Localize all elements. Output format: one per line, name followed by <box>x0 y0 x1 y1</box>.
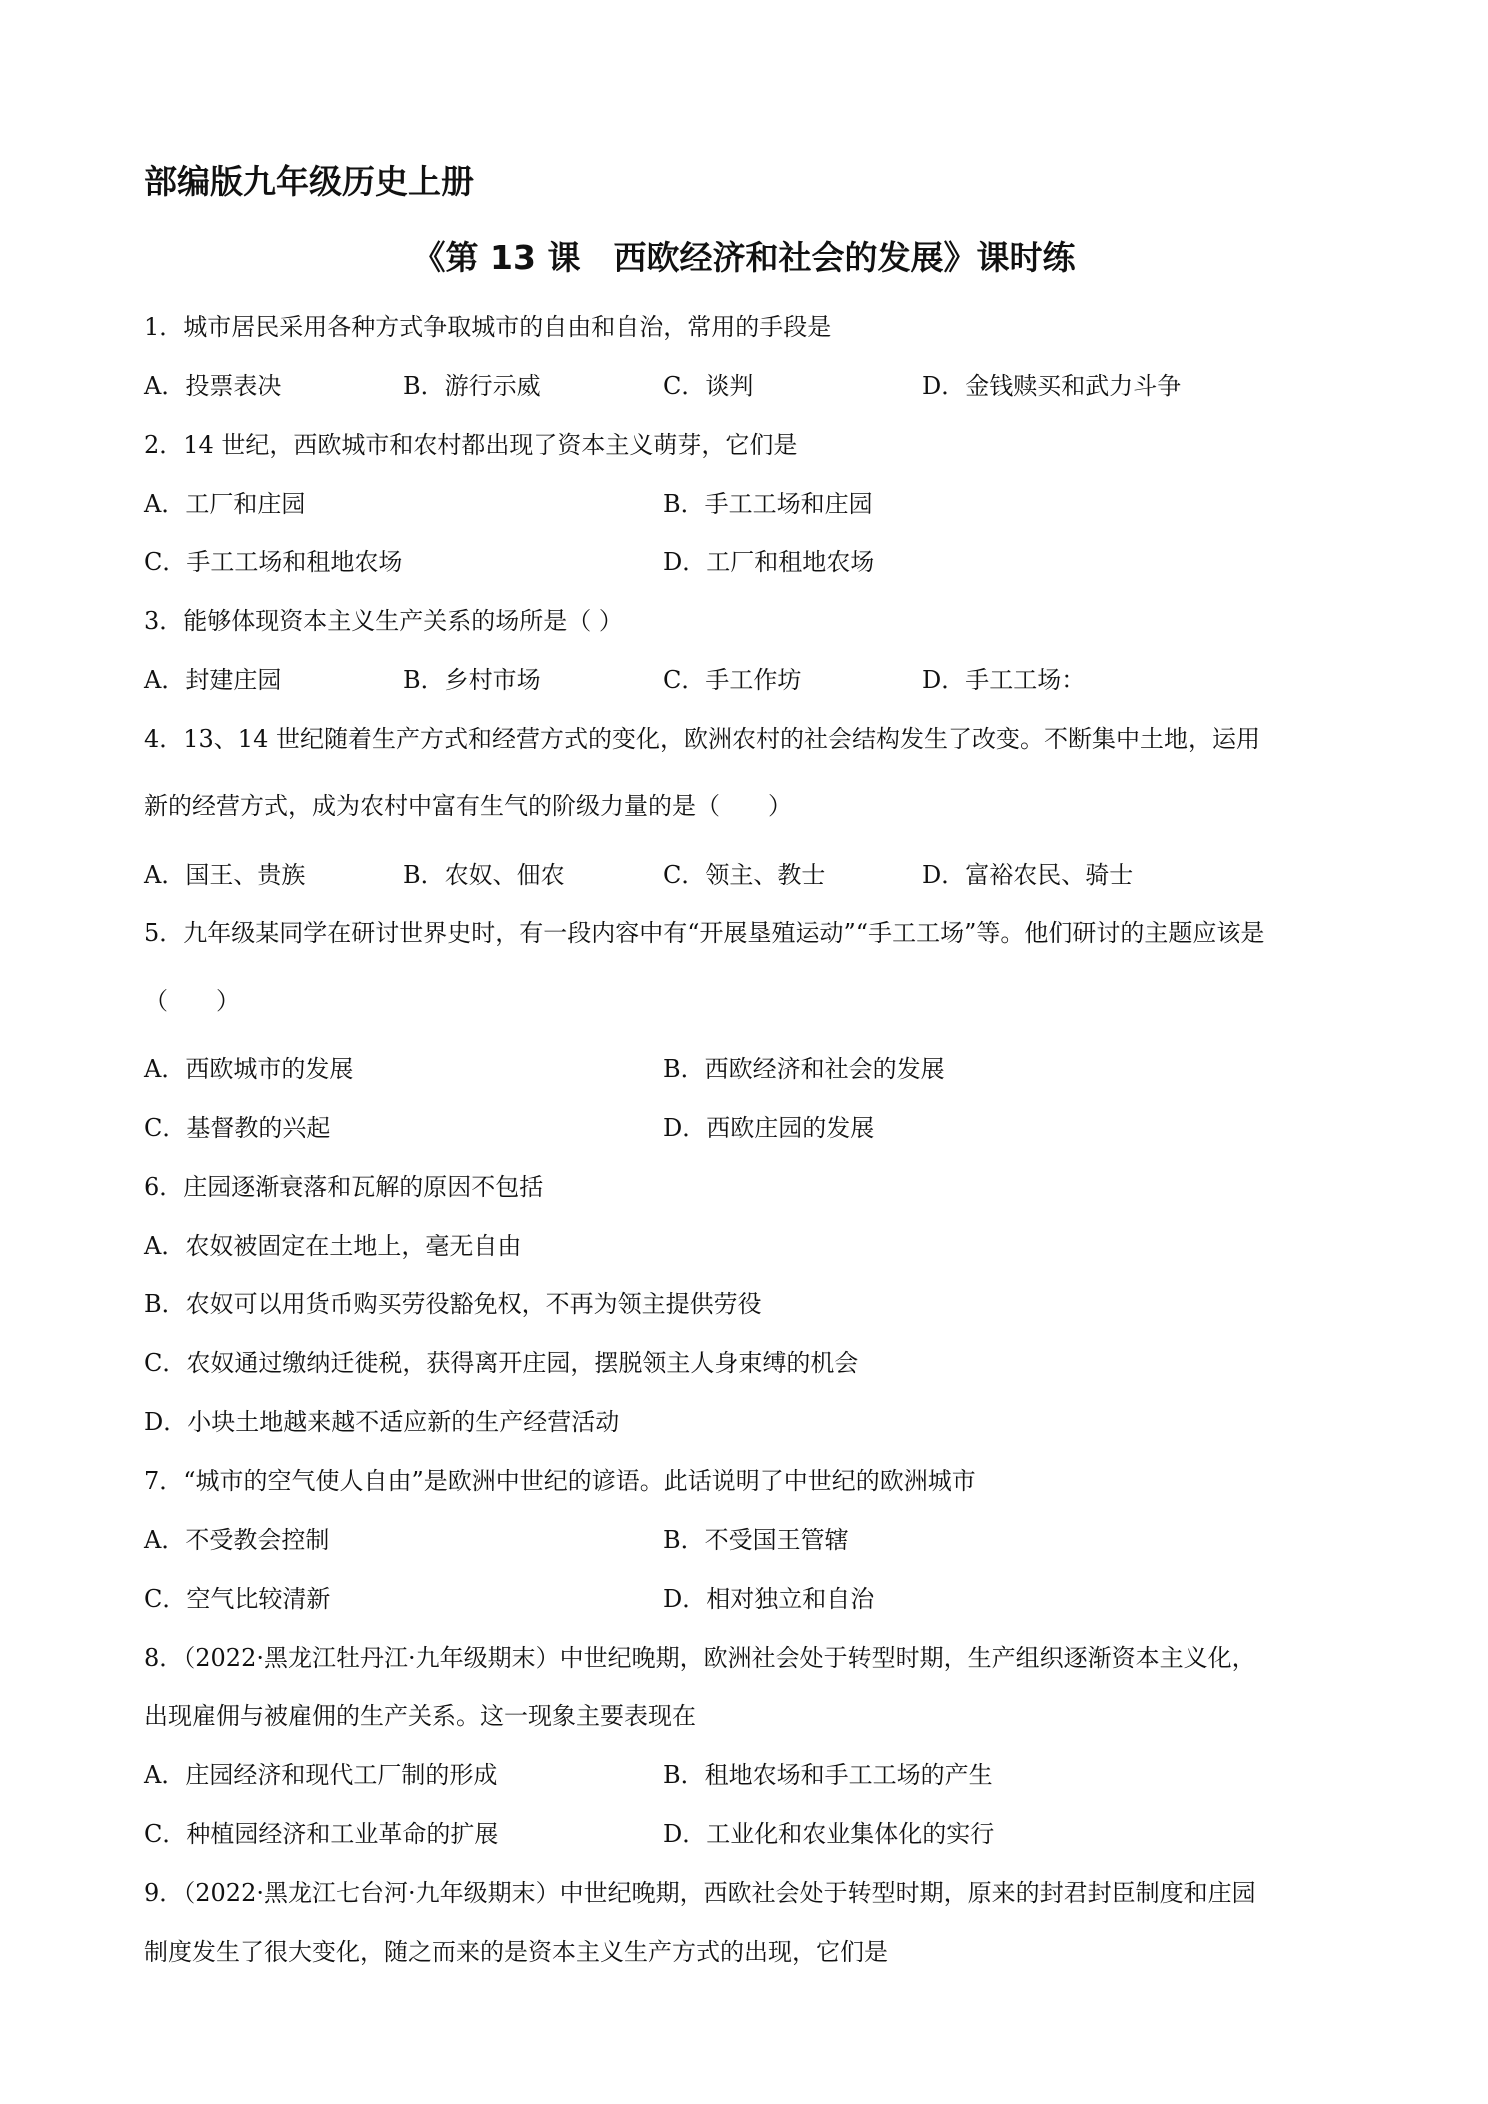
option-a: A．不受教会控制 <box>144 1526 330 1554</box>
doc-title: 《第 13 课 西欧经济和社会的发展》课时练 <box>412 238 1076 277</box>
option-b: B．农奴、佃农 <box>403 861 565 889</box>
question-stem-continued: 新的经营方式，成为农村中富有生气的阶级力量的是（ ） <box>144 792 792 820</box>
question-stem-continued: 出现雇佣与被雇佣的生产关系。这一现象主要表现在 <box>144 1702 696 1730</box>
option-a: A．庄园经济和现代工厂制的形成 <box>144 1761 498 1789</box>
question-stem: 6．庄园逐渐衰落和瓦解的原因不包括 <box>144 1173 544 1201</box>
option-b: B．租地农场和手工工场的产生 <box>663 1761 993 1789</box>
option-d: D．手工工场： <box>922 666 1086 694</box>
option-d: D．西欧庄园的发展 <box>663 1114 875 1142</box>
option-a: A．国王、贵族 <box>144 861 306 889</box>
question-stem: 5．九年级某同学在研讨世界史时，有一段内容中有“开展垦殖运动”“手工工场”等。他们研讨的主题应该是 <box>144 919 1265 947</box>
option-a: A．投票表决 <box>144 372 282 400</box>
option-d: D．小块土地越来越不适应新的生产经营活动 <box>144 1408 620 1436</box>
option-b: B．不受国王管辖 <box>663 1526 849 1554</box>
question-stem: 2．14 世纪，西欧城市和农村都出现了资本主义萌芽，它们是 <box>144 431 798 459</box>
option-b: B．手工工场和庄园 <box>663 490 873 518</box>
question-stem: 8．（2022·黑龙江牡丹江·九年级期末）中世纪晚期，欧洲社会处于转型时期，生产组织逐渐资本主义化， <box>144 1644 1256 1672</box>
option-a: A．农奴被固定在土地上，毫无自由 <box>144 1232 522 1260</box>
option-a: A．工厂和庄园 <box>144 490 306 518</box>
option-c: C．谈判 <box>663 372 754 400</box>
option-b: B．农奴可以用货币购买劳役豁免权，不再为领主提供劳役 <box>144 1290 762 1318</box>
option-b: B．西欧经济和社会的发展 <box>663 1055 945 1083</box>
question-stem-continued: （ ） <box>144 987 240 1015</box>
option-c: C．手工工场和租地农场 <box>144 548 403 576</box>
option-c: C．空气比较清新 <box>144 1585 331 1613</box>
option-c: C．领主、教士 <box>663 861 826 889</box>
option-c: C．手工作坊 <box>663 666 802 694</box>
question-stem: 1．城市居民采用各种方式争取城市的自由和自治，常用的手段是 <box>144 313 832 341</box>
option-d: D．金钱赎买和武力斗争 <box>922 372 1182 400</box>
option-c: C．基督教的兴起 <box>144 1114 331 1142</box>
question-stem: 4．13、14 世纪随着生产方式和经营方式的变化，欧洲农村的社会结构发生了改变。不断集中土地，运用 <box>144 725 1260 753</box>
option-d: D．工厂和租地农场 <box>663 548 875 576</box>
option-d: D．工业化和农业集体化的实行 <box>663 1820 995 1848</box>
question-stem: 3．能够体现资本主义生产关系的场所是（ ） <box>144 607 623 635</box>
doc-header: 部编版九年级历史上册 <box>144 162 474 201</box>
option-b: B．乡村市场 <box>403 666 541 694</box>
question-stem: 9．（2022·黑龙江七台河·九年级期末）中世纪晚期，西欧社会处于转型时期，原来的封君封臣制度和庄园 <box>144 1879 1256 1907</box>
option-c: C．种植园经济和工业革命的扩展 <box>144 1820 499 1848</box>
option-a: A．封建庄园 <box>144 666 282 694</box>
option-d: D．相对独立和自治 <box>663 1585 875 1613</box>
option-b: B．游行示威 <box>403 372 541 400</box>
option-d: D．富裕农民、骑士 <box>922 861 1134 889</box>
option-a: A．西欧城市的发展 <box>144 1055 354 1083</box>
question-stem: 7．“城市的空气使人自由”是欧洲中世纪的谚语。此话说明了中世纪的欧洲城市 <box>144 1467 976 1495</box>
question-stem-continued: 制度发生了很大变化，随之而来的是资本主义生产方式的出现，它们是 <box>144 1938 888 1966</box>
option-c: C．农奴通过缴纳迁徙税，获得离开庄园，摆脱领主人身束缚的机会 <box>144 1349 859 1377</box>
